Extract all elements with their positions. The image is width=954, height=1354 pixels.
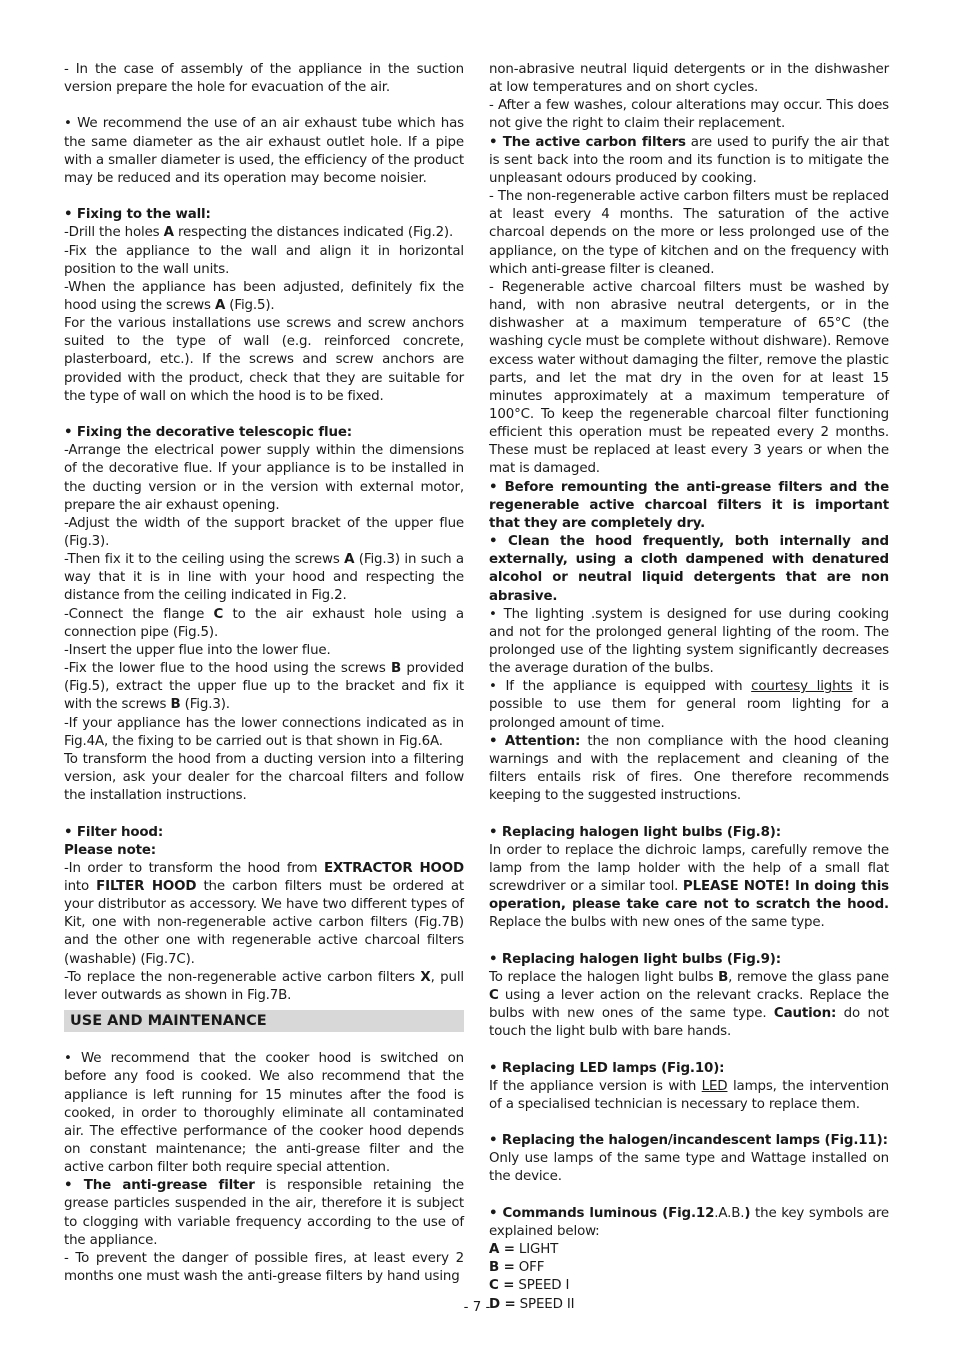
suction-paragraph: - In the case of assembly of the appliance in the suction version prepare the hole for evacuation of the air. [64,62,464,96]
lighting-system: • The lighting .system is designed for use during cooking and not for the prolonged general lighting of the room. The prolonged use of the lighting system significantly decreases the average duration of the bulbs. [489,606,889,677]
led-heading: • Replacing LED lamps (Fig.10): [489,1060,725,1076]
clean-hood-warning: • Clean the hood frequently, both internally and externally, using a cloth dampened with denatured alcohol or neutral liquid detergents that are non abrasive. [489,534,889,604]
fig9-heading: • Replacing halogen light bulbs (Fig.9): [489,951,781,967]
dry-warning: • Before remounting the anti-grease filters and the regenerable active charcoal filters it is important that they are completely dry. [489,479,889,531]
courtesy-lights: • If the appliance is equipped with courtesy lights it is possible to use them for general room lighting for a prolonged amount of time. [489,679,889,731]
flue-heading: • Fixing the decorative telescopic flue: [64,425,352,441]
use-anti-grease: • The anti-grease filter is responsible retaining the grease particles suspended in the air, therefore it is subject to clogging with variable frequency according to the use of the appliance. [64,1178,464,1248]
wall-heading: • Fixing to the wall: [64,207,211,223]
filter-heading: • Filter hood: [64,824,164,840]
filter-please-note: Please note: [64,842,157,858]
flue-step-2: -Adjust the width of the support bracket of the upper flue (Fig.3). [64,515,464,550]
flue-step-5: -Insert the upper flue into the lower flue. [64,642,331,658]
fig11-heading: • Replacing the halogen/incandescent lamps (Fig.11): [489,1133,888,1149]
fig8-text: In order to replace the dichroic lamps, carefully remove the lamp from the lamp holder with the help of a small flat screwdriver or a similar tool. PLEASE NOTE! In doing this operation, please take care not to scratch the hood. Replace the bulbs with new ones of the same type. [489,842,889,931]
key-c: C = SPEED I [489,1278,570,1294]
fig11-text: Only use lamps of the same type and Wattage installed on the device. [489,1151,889,1185]
flue-step-4: -Connect the flange C to the air exhaust hole using a connection pipe (Fig.5). [64,606,464,640]
led-text: If the appliance version is with LED lamps, the intervention of a specialised technician is necessary to replace them. [489,1078,889,1112]
detergent-continuation: non-abrasive neutral liquid detergents or in the dishwasher at low temperatures and on short cycles. [489,62,889,96]
fig8-heading: • Replacing halogen light bulbs (Fig.8): [489,824,781,840]
use-paragraph-1: • We recommend that the cooker hood is switched on before any food is cooked. We also recommend that the appliance is left running for 15 minutes after the food is cooked, in order to thoroughly eliminate all contaminated air. The effective performance of the cooker hood depends on constant maintenance; the anti-grease filter and the active carbon filter both require special attention. [64,1051,464,1176]
colour-alterations: - After a few washes, colour alterations may occur. This does not give the right to claim their replacement. [489,98,889,132]
flue-step-7: -If your appliance has the lower connections indicated as in Fig.4A, the fixing to be carried out is that shown in Fig.6A. [64,715,464,749]
wall-step-3: -When the appliance has been adjusted, definitely fix the hood using the screws A (Fig.5). [64,279,464,313]
wall-step-2: -Fix the appliance to the wall and align it in horizontal position to the wall units. [64,243,464,277]
wall-step-1: -Drill the holes A respecting the distances indicated (Fig.2). [64,225,454,241]
commands-text: • Commands luminous (Fig.12.A.B.) the key symbols are explained below: [489,1205,890,1239]
attention-note: • Attention: the non compliance with the hood cleaning warnings and with the replacement and cleaning of the filters entails risk of fires. One therefore recommends keeping to the suggested instructions. [489,733,890,804]
flue-transform-note: To transform the hood from a ducting version into a filtering version, ask your dealer for the charcoal filters and follow the installation instructions. [64,751,464,804]
key-b: B = OFF [489,1260,545,1276]
left-column [64,61,464,1286]
wall-note: For the various installations use screws and screw anchors suited to the type of wall (e.g. reinforced concrete, plasterboard, etc.). If the screws and screw anchors are provided with the product, check that they are suitable for the type of wall on which the hood is to be fixed. [64,316,464,404]
flue-step-1: -Arrange the electrical power supply within the dimensions of the decorative flue. If your appliance is to be installed in the ducting version or in the version with external motor, prepare the air exhaust opening. [64,443,464,513]
fig9-text: To replace the halogen light bulbs B, remove the glass pane C using a lever action on the relevant cracks. Replace the bulbs with new ones of the same type. Caution: do not touch the light bulb with bare hands. [489,969,889,1040]
use-fire-prevention: - To prevent the danger of possible fires, at least every 2 months one must wash the anti-grease filters by hand using [64,1250,464,1285]
carbon-filters: • The active carbon filters are used to purify the air that is sent back into the room and its function is to mitigate the unpleasant odours produced by cooking. [489,134,889,186]
key-d: D = SPEED II [489,1296,575,1312]
right-column [489,61,889,1314]
flue-step-6: -Fix the lower flue to the hood using the screws B provided (Fig.5), extract the upper flue up to the bracket and fix it with the screws B (Fig.3). [64,661,464,713]
non-regenerable-filters: - The non-regenerable active carbon filters must be replaced at least every 4 months. The saturation of the active charcoal depends on the more or less prolonged use of the appliance, on the type of kitchen and on the frequency with which anti-grease filter is cleaned. [489,189,889,277]
section-title-use-maintenance: USE AND MAINTENANCE [64,1010,464,1032]
flue-step-3: -Then fix it to the ceiling using the screws A (Fig.3) in such a way that it is in line with your hood and respecting the distance from the ceiling indicated in Fig.2. [64,552,464,604]
regenerable-filters: - Regenerable active charcoal filters must be washed by hand, with non abrasive neutral detergents, or in the dishwasher at a maximum temperature of 65°C (the washing cycle must be complete without dishware). Remove excess water without damaging the filter, remove the plastic parts, and let the mat dry in the oven for at least 15 minutes approximately at a maximum temperature of 100°C. To keep the regenerable charcoal filter functioning efficient this operation must be repeated every 2 months. These must be replaced at least every 3 years or when the mat is damaged. [489,279,889,477]
key-a: A = LIGHT [489,1242,559,1258]
filter-step-1: -In order to transform the hood from EXTRACTOR HOOD into FILTER HOOD the carbon filters must be ordered at your distributor as accessory. We have two different types of Kit, one with non-regenerable active carbon filters (Fig.7B) and the other one with regenerable active charcoal filters (washable) (Fig.7C). [64,860,464,967]
page-number: - 7 - [463,1300,491,1315]
exhaust-tube-paragraph: • We recommend the use of an air exhaust tube which has the same diameter as the air exhaust outlet hole. If a pipe with a smaller diameter is used, the efficiency of the product may be reduced and its operation may become noisier. [64,116,464,186]
filter-step-2: -To replace the non-regenerable active carbon filters X, pull lever outwards as shown in Fig.7B. [64,969,464,1003]
